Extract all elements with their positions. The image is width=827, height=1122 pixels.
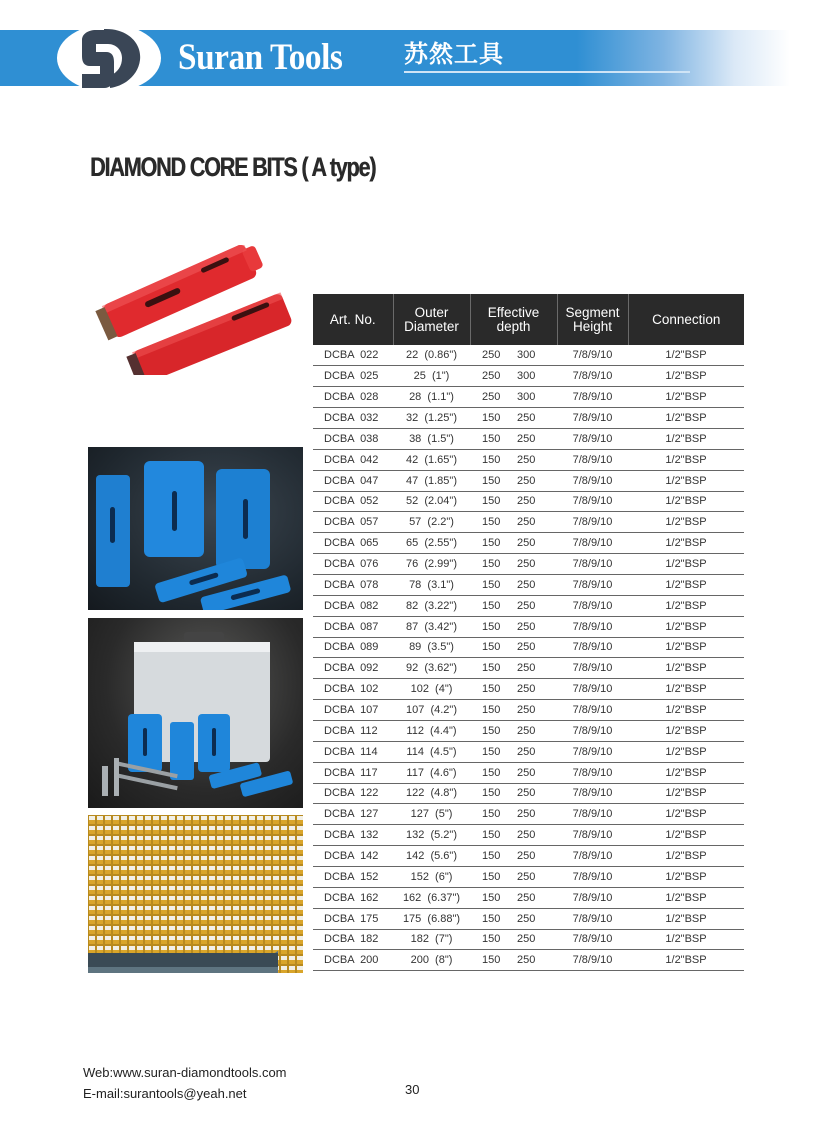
cell-segment-height: 7/8/9/10 <box>557 846 628 867</box>
cell-depth-min: 150 <box>470 595 514 616</box>
cell-art-no: DCBA 107 <box>313 700 393 721</box>
cell-connection: 1/2"BSP <box>628 554 744 575</box>
table-row <box>313 533 744 554</box>
cell-depth-min: 150 <box>470 470 514 491</box>
table-row <box>313 720 744 741</box>
cell-depth-max: 250 <box>514 658 557 679</box>
cell-art-no: DCBA 162 <box>313 887 393 908</box>
table-row <box>313 846 744 867</box>
cell-depth-min: 150 <box>470 637 514 658</box>
cell-segment-height: 7/8/9/10 <box>557 449 628 470</box>
cell-outer-diameter: 52 (2.04") <box>393 491 470 512</box>
cell-segment-height: 7/8/9/10 <box>557 470 628 491</box>
header-connection: Connection <box>628 294 744 345</box>
cell-outer-diameter: 32 (1.25") <box>393 408 470 429</box>
cell-art-no: DCBA 087 <box>313 616 393 637</box>
header-segment-height: Segment Height <box>557 294 628 345</box>
cell-art-no: DCBA 200 <box>313 950 393 971</box>
cell-depth-min: 150 <box>470 929 514 950</box>
brand-title: Suran Tools <box>178 37 343 78</box>
cell-connection: 1/2"BSP <box>628 741 744 762</box>
cell-segment-height: 7/8/9/10 <box>557 804 628 825</box>
table-row <box>313 408 744 429</box>
cell-connection: 1/2"BSP <box>628 804 744 825</box>
cell-outer-diameter: 107 (4.2") <box>393 700 470 721</box>
cell-art-no: DCBA 038 <box>313 428 393 449</box>
table-row <box>313 741 744 762</box>
cell-depth-max: 250 <box>514 783 557 804</box>
red-core-bits-photo <box>88 245 303 375</box>
cell-outer-diameter: 22 (0.86") <box>393 345 470 366</box>
cell-outer-diameter: 200 (8") <box>393 950 470 971</box>
cell-depth-min: 150 <box>470 574 514 595</box>
cell-depth-min: 250 <box>470 345 514 366</box>
cell-depth-max: 250 <box>514 512 557 533</box>
cell-depth-min: 150 <box>470 658 514 679</box>
cell-art-no: DCBA 022 <box>313 345 393 366</box>
cell-connection: 1/2"BSP <box>628 512 744 533</box>
cell-depth-min: 150 <box>470 428 514 449</box>
cell-connection: 1/2"BSP <box>628 950 744 971</box>
cell-outer-diameter: 114 (4.5") <box>393 741 470 762</box>
table-row <box>313 491 744 512</box>
brand-underline <box>404 71 690 73</box>
table-row <box>313 658 744 679</box>
cell-segment-height: 7/8/9/10 <box>557 345 628 366</box>
cell-depth-min: 150 <box>470 741 514 762</box>
cell-depth-max: 250 <box>514 616 557 637</box>
cell-connection: 1/2"BSP <box>628 428 744 449</box>
cell-depth-min: 150 <box>470 908 514 929</box>
cell-segment-height: 7/8/9/10 <box>557 554 628 575</box>
cell-art-no: DCBA 117 <box>313 762 393 783</box>
cell-outer-diameter: 112 (4.4") <box>393 720 470 741</box>
cell-segment-height: 7/8/9/10 <box>557 512 628 533</box>
table-row <box>313 637 744 658</box>
table-row <box>313 887 744 908</box>
table-row <box>313 929 744 950</box>
cell-art-no: DCBA 132 <box>313 825 393 846</box>
table-row <box>313 616 744 637</box>
table-row <box>313 428 744 449</box>
cell-depth-max: 250 <box>514 846 557 867</box>
cell-depth-max: 250 <box>514 574 557 595</box>
table-row <box>313 679 744 700</box>
cell-outer-diameter: 76 (2.99") <box>393 554 470 575</box>
cell-connection: 1/2"BSP <box>628 929 744 950</box>
footer-email: E-mail:surantools@yeah.net <box>83 1086 247 1101</box>
table-row <box>313 595 744 616</box>
factory-stock-photo <box>88 815 303 973</box>
cell-outer-diameter: 92 (3.62") <box>393 658 470 679</box>
cell-connection: 1/2"BSP <box>628 846 744 867</box>
specification-table <box>313 294 744 971</box>
cell-depth-max: 250 <box>514 554 557 575</box>
cell-depth-max: 250 <box>514 428 557 449</box>
cell-depth-max: 300 <box>514 387 557 408</box>
header-outer-diameter: Outer Diameter <box>393 294 470 345</box>
cell-art-no: DCBA 078 <box>313 574 393 595</box>
page-title: DIAMOND CORE BITS ( A type) <box>90 152 376 182</box>
header-effective-depth: Effective depth <box>470 294 557 345</box>
cell-connection: 1/2"BSP <box>628 908 744 929</box>
cell-outer-diameter: 142 (5.6") <box>393 846 470 867</box>
cell-art-no: DCBA 114 <box>313 741 393 762</box>
cell-depth-max: 250 <box>514 866 557 887</box>
cell-segment-height: 7/8/9/10 <box>557 825 628 846</box>
cell-depth-min: 150 <box>470 804 514 825</box>
cell-outer-diameter: 78 (3.1") <box>393 574 470 595</box>
cell-connection: 1/2"BSP <box>628 345 744 366</box>
cell-art-no: DCBA 057 <box>313 512 393 533</box>
header-art-no: Art. No. <box>313 294 393 345</box>
cell-depth-max: 250 <box>514 637 557 658</box>
table-row <box>313 908 744 929</box>
cell-outer-diameter: 57 (2.2") <box>393 512 470 533</box>
cell-art-no: DCBA 112 <box>313 720 393 741</box>
cell-outer-diameter: 65 (2.55") <box>393 533 470 554</box>
cell-outer-diameter: 102 (4") <box>393 679 470 700</box>
cell-outer-diameter: 175 (6.88") <box>393 908 470 929</box>
cell-connection: 1/2"BSP <box>628 387 744 408</box>
cell-outer-diameter: 25 (1") <box>393 366 470 387</box>
cell-segment-height: 7/8/9/10 <box>557 929 628 950</box>
cell-depth-max: 250 <box>514 408 557 429</box>
blue-core-bits-photo <box>88 447 303 610</box>
cell-connection: 1/2"BSP <box>628 449 744 470</box>
cell-segment-height: 7/8/9/10 <box>557 783 628 804</box>
cell-segment-height: 7/8/9/10 <box>557 491 628 512</box>
cell-connection: 1/2"BSP <box>628 700 744 721</box>
table-row <box>313 950 744 971</box>
cell-art-no: DCBA 092 <box>313 658 393 679</box>
cell-outer-diameter: 127 (5") <box>393 804 470 825</box>
cell-connection: 1/2"BSP <box>628 574 744 595</box>
cell-depth-max: 250 <box>514 950 557 971</box>
cell-art-no: DCBA 065 <box>313 533 393 554</box>
cell-depth-max: 250 <box>514 887 557 908</box>
cell-connection: 1/2"BSP <box>628 408 744 429</box>
cell-depth-min: 150 <box>470 533 514 554</box>
cell-outer-diameter: 82 (3.22") <box>393 595 470 616</box>
cell-segment-height: 7/8/9/10 <box>557 387 628 408</box>
cell-segment-height: 7/8/9/10 <box>557 887 628 908</box>
cell-art-no: DCBA 082 <box>313 595 393 616</box>
cell-connection: 1/2"BSP <box>628 595 744 616</box>
sr-logo-icon <box>74 26 144 90</box>
cell-depth-min: 150 <box>470 762 514 783</box>
table-row <box>313 762 744 783</box>
cell-art-no: DCBA 047 <box>313 470 393 491</box>
cell-depth-max: 250 <box>514 595 557 616</box>
cell-art-no: DCBA 028 <box>313 387 393 408</box>
cell-depth-max: 250 <box>514 929 557 950</box>
cell-art-no: DCBA 102 <box>313 679 393 700</box>
cell-segment-height: 7/8/9/10 <box>557 595 628 616</box>
cell-art-no: DCBA 025 <box>313 366 393 387</box>
footer-website: Web:www.suran-diamondtools.com <box>83 1065 287 1080</box>
table-row <box>313 783 744 804</box>
cell-connection: 1/2"BSP <box>628 470 744 491</box>
cell-depth-min: 250 <box>470 366 514 387</box>
cell-depth-min: 150 <box>470 720 514 741</box>
cell-segment-height: 7/8/9/10 <box>557 762 628 783</box>
cell-segment-height: 7/8/9/10 <box>557 679 628 700</box>
cell-outer-diameter: 117 (4.6") <box>393 762 470 783</box>
cell-connection: 1/2"BSP <box>628 762 744 783</box>
cell-outer-diameter: 38 (1.5") <box>393 428 470 449</box>
table-row <box>313 387 744 408</box>
cell-depth-min: 150 <box>470 449 514 470</box>
table-row <box>313 512 744 533</box>
cell-outer-diameter: 28 (1.1") <box>393 387 470 408</box>
cell-depth-min: 150 <box>470 491 514 512</box>
cell-connection: 1/2"BSP <box>628 887 744 908</box>
cell-depth-max: 250 <box>514 470 557 491</box>
cell-segment-height: 7/8/9/10 <box>557 616 628 637</box>
cell-connection: 1/2"BSP <box>628 616 744 637</box>
cell-art-no: DCBA 032 <box>313 408 393 429</box>
cell-connection: 1/2"BSP <box>628 491 744 512</box>
cell-connection: 1/2"BSP <box>628 825 744 846</box>
table-row <box>313 574 744 595</box>
cell-connection: 1/2"BSP <box>628 637 744 658</box>
table-row <box>313 470 744 491</box>
cell-outer-diameter: 42 (1.65") <box>393 449 470 470</box>
cell-outer-diameter: 89 (3.5") <box>393 637 470 658</box>
cell-depth-max: 300 <box>514 366 557 387</box>
cell-depth-min: 150 <box>470 866 514 887</box>
cell-depth-max: 250 <box>514 720 557 741</box>
cell-depth-min: 150 <box>470 783 514 804</box>
cell-connection: 1/2"BSP <box>628 533 744 554</box>
cell-depth-max: 250 <box>514 449 557 470</box>
cell-depth-max: 300 <box>514 345 557 366</box>
cell-outer-diameter: 132 (5.2") <box>393 825 470 846</box>
cell-depth-min: 150 <box>470 408 514 429</box>
cell-depth-min: 150 <box>470 950 514 971</box>
cell-art-no: DCBA 175 <box>313 908 393 929</box>
cell-art-no: DCBA 052 <box>313 491 393 512</box>
cell-segment-height: 7/8/9/10 <box>557 908 628 929</box>
cell-depth-max: 250 <box>514 533 557 554</box>
core-bit-kit-case-photo <box>88 618 303 808</box>
cell-connection: 1/2"BSP <box>628 866 744 887</box>
cell-art-no: DCBA 122 <box>313 783 393 804</box>
cell-connection: 1/2"BSP <box>628 366 744 387</box>
page-number: 30 <box>405 1082 420 1097</box>
cell-depth-min: 150 <box>470 679 514 700</box>
cell-segment-height: 7/8/9/10 <box>557 950 628 971</box>
cell-art-no: DCBA 182 <box>313 929 393 950</box>
cell-art-no: DCBA 089 <box>313 637 393 658</box>
cell-outer-diameter: 47 (1.85") <box>393 470 470 491</box>
cell-depth-min: 150 <box>470 512 514 533</box>
cell-depth-min: 150 <box>470 887 514 908</box>
cell-segment-height: 7/8/9/10 <box>557 533 628 554</box>
cell-depth-max: 250 <box>514 741 557 762</box>
cell-depth-min: 150 <box>470 846 514 867</box>
cell-depth-max: 250 <box>514 825 557 846</box>
table-row <box>313 866 744 887</box>
cell-segment-height: 7/8/9/10 <box>557 720 628 741</box>
cell-segment-height: 7/8/9/10 <box>557 637 628 658</box>
cell-segment-height: 7/8/9/10 <box>557 700 628 721</box>
table-row <box>313 366 744 387</box>
table-row <box>313 345 744 366</box>
cell-depth-min: 150 <box>470 554 514 575</box>
cell-outer-diameter: 152 (6") <box>393 866 470 887</box>
cell-art-no: DCBA 076 <box>313 554 393 575</box>
table-row <box>313 825 744 846</box>
cell-segment-height: 7/8/9/10 <box>557 866 628 887</box>
cell-depth-max: 250 <box>514 908 557 929</box>
cell-depth-min: 250 <box>470 387 514 408</box>
cell-depth-min: 150 <box>470 616 514 637</box>
cell-connection: 1/2"BSP <box>628 679 744 700</box>
cell-segment-height: 7/8/9/10 <box>557 366 628 387</box>
cell-art-no: DCBA 142 <box>313 846 393 867</box>
cell-outer-diameter: 122 (4.8") <box>393 783 470 804</box>
cell-depth-max: 250 <box>514 679 557 700</box>
cell-depth-max: 250 <box>514 762 557 783</box>
brand-title-chinese: 苏然工具 <box>404 41 504 68</box>
cell-connection: 1/2"BSP <box>628 720 744 741</box>
table-row <box>313 700 744 721</box>
cell-connection: 1/2"BSP <box>628 658 744 679</box>
cell-outer-diameter: 87 (3.42") <box>393 616 470 637</box>
cell-depth-min: 150 <box>470 700 514 721</box>
cell-art-no: DCBA 042 <box>313 449 393 470</box>
table-header-row <box>313 294 744 345</box>
cell-depth-min: 150 <box>470 825 514 846</box>
cell-depth-max: 250 <box>514 491 557 512</box>
cell-segment-height: 7/8/9/10 <box>557 574 628 595</box>
cell-art-no: DCBA 127 <box>313 804 393 825</box>
table-row <box>313 449 744 470</box>
cell-depth-max: 250 <box>514 700 557 721</box>
cell-depth-max: 250 <box>514 804 557 825</box>
cell-segment-height: 7/8/9/10 <box>557 741 628 762</box>
cell-connection: 1/2"BSP <box>628 783 744 804</box>
cell-outer-diameter: 182 (7") <box>393 929 470 950</box>
cell-segment-height: 7/8/9/10 <box>557 658 628 679</box>
cell-outer-diameter: 162 (6.37") <box>393 887 470 908</box>
table-row <box>313 804 744 825</box>
table-body <box>313 345 744 971</box>
cell-segment-height: 7/8/9/10 <box>557 408 628 429</box>
cell-segment-height: 7/8/9/10 <box>557 428 628 449</box>
cell-art-no: DCBA 152 <box>313 866 393 887</box>
table-row <box>313 554 744 575</box>
